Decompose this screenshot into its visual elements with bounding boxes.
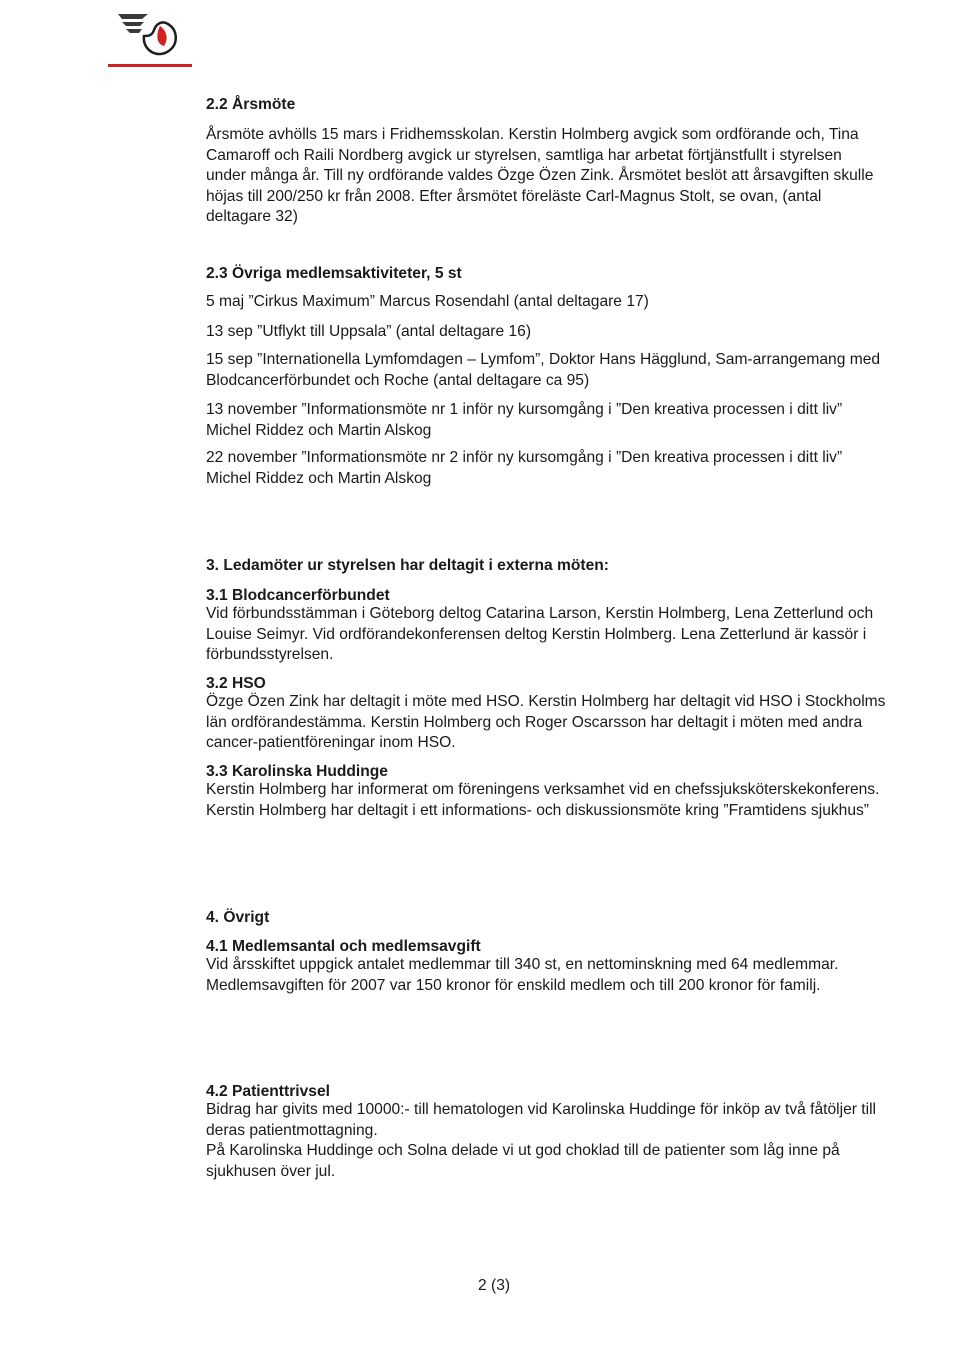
paragraph-blodcancerforbundet: Vid förbundsstämman i Göteborg deltog Catarina Larson, Kerstin Holmberg, Lena Zetterlund och Louise Seimyr. Vid ordförandekonferensen deltog Kerstin Holmberg. Lena Zetterlund är kassör i förbundsstyrelsen. bbox=[206, 605, 874, 663]
paragraph-medlemsantal: Vid årsskiftet uppgick antalet medlemmar till 340 st, en nettominskning med 64 medlemmar. Medlemsavgiften för 2007 var 150 kronor för enskild medlem och till 200 kronor för familj. bbox=[206, 956, 839, 994]
activity-item: 5 maj ”Cirkus Maximum” Marcus Rosendahl (antal deltagare 17) bbox=[206, 293, 649, 310]
page-number: 2 (3) bbox=[478, 1277, 511, 1294]
heading-3-3: 3.3 Karolinska Huddinge bbox=[206, 763, 388, 780]
heading-4: 4. Övrigt bbox=[206, 909, 270, 926]
paragraph-karolinska: Kerstin Holmberg har informerat om föreningens verksamhet vid en chefssjuksköterskekonferens. Kerstin Holmberg har deltagit i ett informations- och diskussionsmöte kring ”Framtidens sjukhus” bbox=[206, 781, 880, 819]
paragraph-hso: Özge Özen Zink har deltagit i möte med HSO. Kerstin Holmberg har deltagit vid HSO i Stockholms län ordförandestämma. Kerstin Holmberg och Roger Oscarsson har deltagit i möten med andra cancer-patientföreningar inom HSO. bbox=[206, 693, 886, 751]
heading-2-3: 2.3 Övriga medlemsaktiviteter, 5 st bbox=[206, 265, 462, 282]
activity-item: 13 november ”Informationsmöte nr 1 inför ny kursomgång i ”Den kreativa processen i ditt liv” Michel Riddez och Martin Alskog bbox=[206, 401, 843, 439]
heading-3-1: 3.1 Blodcancerförbundet bbox=[206, 587, 390, 604]
paragraph-arsmote: Årsmöte avhölls 15 mars i Fridhemsskolan. Kerstin Holmberg avgick som ordförande och, Tina Camaroff och Raili Nordberg avgick ur styrelsen, samtliga har arbetat förtjänstfullt i styrelsen under många år. Till ny ordförande valdes Özge Özen Zink. Årsmötet beslöt att årsavgiften skulle höjas till 200/250 kr från 2008. Efter årsmötet föreläste Carl-Magnus Stolt, se ovan, (antal deltagare 32) bbox=[206, 126, 874, 225]
dove-logo-icon bbox=[108, 6, 192, 62]
heading-3-2: 3.2 HSO bbox=[206, 675, 266, 692]
activity-item: 22 november ”Informationsmöte nr 2 inför ny kursomgång i ”Den kreativa processen i ditt liv” Michel Riddez och Martin Alskog bbox=[206, 449, 843, 487]
logo-underline bbox=[108, 64, 192, 67]
activity-item: 15 sep ”Internationella Lymfomdagen – Lymfom”, Doktor Hans Hägglund, Sam-arrangemang med Blodcancerförbundet och Roche (antal deltagare ca 95) bbox=[206, 351, 881, 389]
activity-item: 13 sep ”Utflykt till Uppsala” (antal deltagare 16) bbox=[206, 323, 532, 340]
heading-2-2: 2.2 Årsmöte bbox=[206, 96, 296, 113]
heading-3: 3. Ledamöter ur styrelsen har deltagit i externa möten: bbox=[206, 557, 609, 574]
heading-4-2: 4.2 Patienttrivsel bbox=[206, 1083, 330, 1100]
heading-4-1: 4.1 Medlemsantal och medlemsavgift bbox=[206, 938, 481, 955]
paragraph-patienttrivsel-2: På Karolinska Huddinge och Solna delade vi ut god choklad till de patienter som låg inne på sjukhusen över jul. bbox=[206, 1142, 840, 1180]
paragraph-patienttrivsel-1: Bidrag har givits med 10000:- till hematologen vid Karolinska Huddinge för inköp av två fåtöljer till deras patientmottagning. bbox=[206, 1101, 877, 1139]
